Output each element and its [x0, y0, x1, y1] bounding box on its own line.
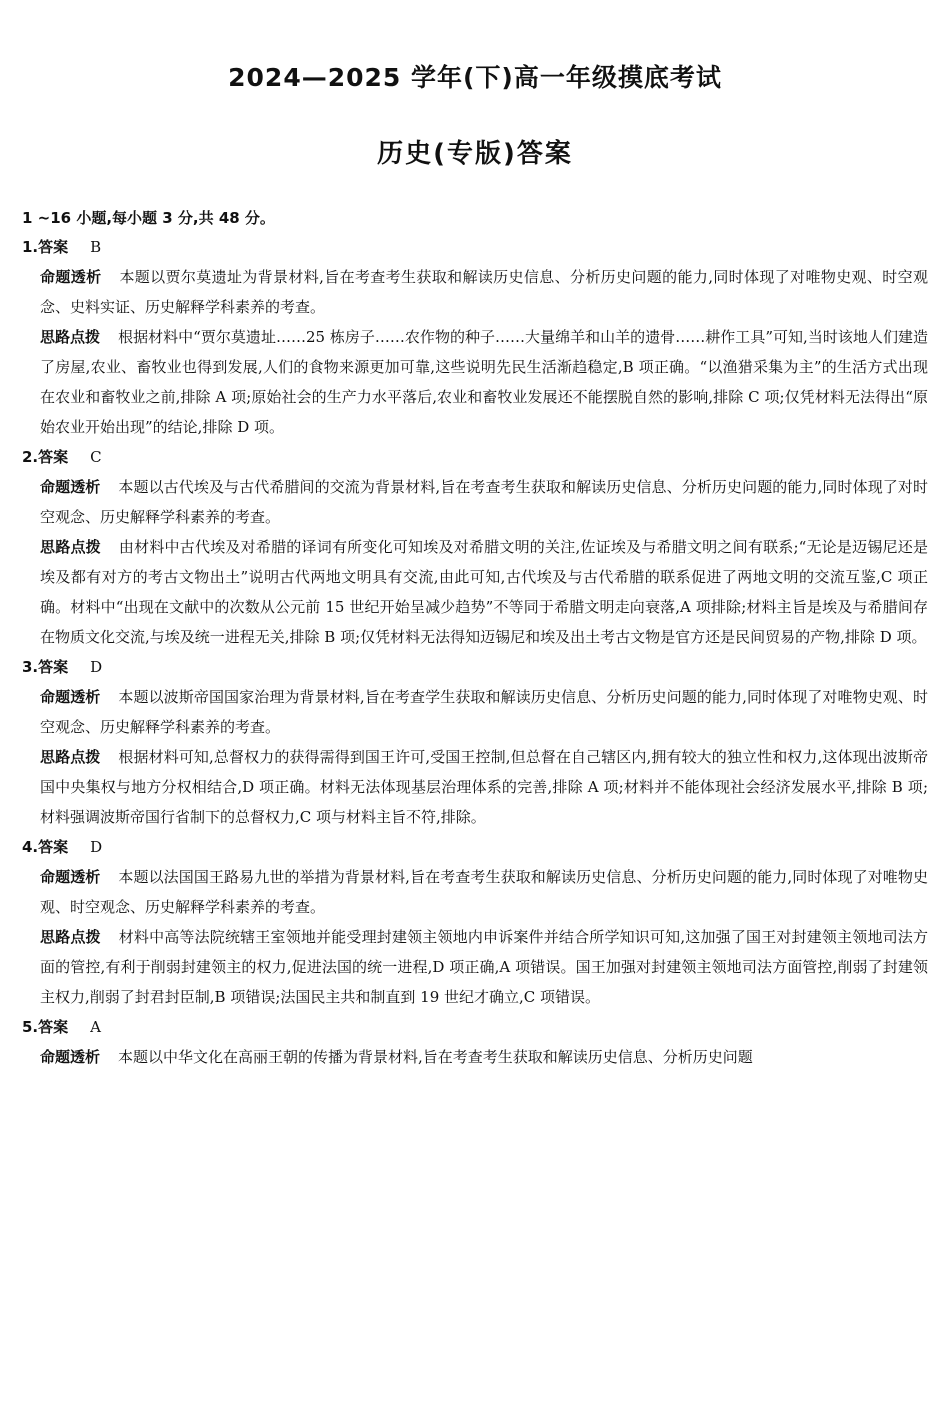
answer-option: D [90, 658, 103, 676]
analysis-label: 命题透析 [40, 868, 101, 886]
approach-label: 思路点拨 [40, 928, 101, 946]
analysis-paragraph [22, 862, 928, 922]
analysis-text: 本题以古代埃及与古代希腊间的交流为背景材料,旨在考查考生获取和解读历史信息、分析历史问题的能力,同时体现了对时空观念、历史解释学科素养的考查。 [40, 478, 928, 526]
answer-option: D [90, 838, 103, 856]
approach-text: 根据材料可知,总督权力的获得需得到国王许可,受国王控制,但总督在自己辖区内,拥有较大的独立性和权力,这体现出波斯帝国中央集权与地方分权相结合,D 项正确。材料无法体现基层治理体系的完善,排除 A 项;材料并不能体现社会经济发展水平,排除 B 项;材料强调波斯帝国行省制下的总督权力,C 项与材料主旨不符,排除。 [40, 748, 928, 826]
exam-title: 2024—2025 学年(下)高一年级摸底考试 [228, 63, 722, 92]
question-block [22, 442, 928, 652]
question-block [22, 652, 928, 832]
approach-label: 思路点拨 [40, 748, 101, 766]
question-block [22, 832, 928, 1012]
approach-label: 思路点拨 [40, 328, 101, 346]
question-answer-line [22, 1012, 928, 1042]
answer-label: 答案 [38, 658, 69, 676]
analysis-paragraph [22, 1042, 928, 1072]
question-number: 4. [22, 838, 39, 856]
analysis-paragraph [22, 682, 928, 742]
question-block [22, 1012, 928, 1072]
section-intro: 1 ~16 小题,每小题 3 分,共 48 分。 [22, 209, 275, 227]
question-block [22, 232, 928, 442]
question-number: 5. [22, 1018, 39, 1036]
answer-option: B [90, 238, 102, 256]
analysis-label: 命题透析 [40, 688, 101, 706]
analysis-label: 命题透析 [40, 268, 102, 286]
question-answer-line [22, 652, 928, 682]
question-answer-line [22, 832, 928, 862]
answer-subtitle: 历史(专版)答案 [377, 139, 573, 169]
analysis-text: 本题以波斯帝国国家治理为背景材料,旨在考查学生获取和解读历史信息、分析历史问题的能力,同时体现了对唯物史观、时空观念、历史解释学科素养的考查。 [40, 688, 928, 736]
question-number: 2. [22, 448, 39, 466]
question-answer-line [22, 232, 928, 262]
approach-paragraph [22, 532, 928, 652]
analysis-text: 本题以中华文化在高丽王朝的传播为背景材料,旨在考查考生获取和解读历史信息、分析历史问题 [118, 1048, 753, 1066]
question-number: 3. [22, 658, 39, 676]
question-number: 1. [22, 238, 39, 256]
answer-label: 答案 [38, 1018, 69, 1036]
answer-label: 答案 [38, 838, 69, 856]
analysis-label: 命题透析 [40, 1048, 101, 1066]
answer-option: A [90, 1018, 101, 1036]
analysis-paragraph [22, 472, 928, 532]
approach-text: 材料中高等法院统辖王室领地并能受理封建领主领地内申诉案件并结合所学知识可知,这加强了国王对封建领主领地司法方面的管控,有利于削弱封建领主的权力,促进法国的统一进程,D 项正确,A 项错误。国王加强对封建领主领地司法方面管控,削弱了封建领主权力,削弱了封君封臣制,B 项错误;法国民主共和制直到 19 世纪才确立,C 项错误。 [40, 928, 928, 1006]
answer-label: 答案 [38, 238, 69, 256]
approach-text: 由材料中古代埃及对希腊的译词有所变化可知埃及对希腊文明的关注,佐证埃及与希腊文明之间有联系;“无论是迈锡尼还是埃及都有对方的考古文物出土”说明古代两地文明具有交流,由此可知,古代埃及与古代希腊的联系促进了两地文明的交流互鉴,C 项正确。材料中“出现在文献中的次数从公元前 15 世纪开始呈减少趋势”不等同于希腊文明走向衰落,A 项排除;材料主旨是埃及与希腊间存在物质文化交流,与埃及统一进程无关,排除 B 项;仅凭材料无法得知迈锡尼和埃及出土考古文物是官方还是民间贸易的产物,排除 D 项。 [40, 538, 928, 646]
approach-paragraph [22, 922, 928, 1012]
answer-option: C [90, 448, 102, 466]
analysis-label: 命题透析 [40, 478, 101, 496]
question-answer-line [22, 442, 928, 472]
analysis-text: 本题以法国国王路易九世的举措为背景材料,旨在考查考生获取和解读历史信息、分析历史问题的能力,同时体现了对唯物史观、时空观念、历史解释学科素养的考查。 [40, 868, 928, 916]
question-list [22, 232, 928, 1072]
answer-label: 答案 [38, 448, 69, 466]
analysis-paragraph [22, 262, 928, 322]
approach-label: 思路点拨 [40, 538, 101, 556]
approach-paragraph [22, 322, 928, 442]
approach-text: 根据材料中“贾尔莫遗址……25 栋房子……农作物的种子……大量绵羊和山羊的遗骨……耕作工具”可知,当时该地人们建造了房屋,农业、畜牧业也得到发展,人们的食物来源更加可靠,这些说明先民生活渐趋稳定,B 项正确。“以渔猎采集为主”的生活方式出现在农业和畜牧业之前,排除 A 项;原始社会的生产力水平落后,农业和畜牧业发展还不能摆脱自然的影响,排除 C 项;仅凭材料无法得出“原始农业开始出现”的结论,排除 D 项。 [40, 328, 928, 436]
approach-paragraph [22, 742, 928, 832]
analysis-text: 本题以贾尔莫遗址为背景材料,旨在考查考生获取和解读历史信息、分析历史问题的能力,同时体现了对唯物史观、时空观念、史料实证、历史解释学科素养的考查。 [40, 268, 928, 316]
